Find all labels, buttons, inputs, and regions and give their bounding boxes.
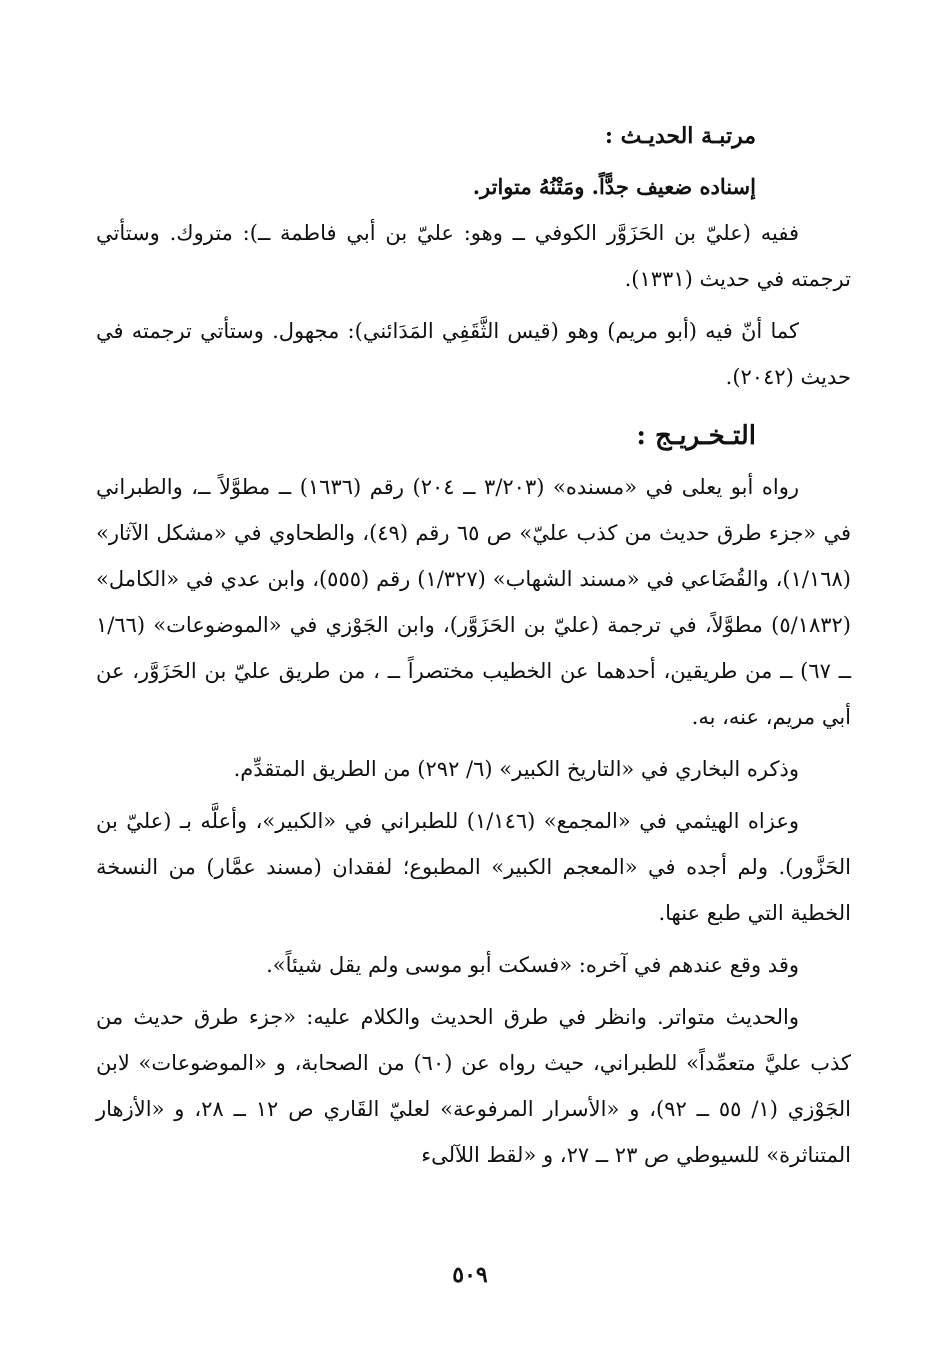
paragraph-mutawatir: والحديث متواتر. وانظر في طرق الحديث والكلام عليه: «جزء طرق حديث من كذب عليَّ متعمِّداً» للطبراني، حيث رواه عن (٦٠) من الصحابة، و «الموضوعات» لابن الجَوْزي (١/ ٥٥ ــ ٩٢)، و «الأسرار المرفوعة» لعليّ القَاري ص ١٢ ــ ٢٨، و «الأزهار المتناثرة» للسيوطي ص ٢٣ ــ ٢٧، و «لقط اللآلىء bbox=[96, 1005, 852, 1167]
heading-takhrij: التـخـريـج : bbox=[636, 421, 756, 451]
page-number: ٥٠٩ bbox=[452, 1262, 488, 1288]
page-body bbox=[96, 108, 851, 1184]
heading-hadith-rank: مرتبـة الحديـث : bbox=[604, 123, 756, 149]
rank-statement: إسناده ضعيف جدًّاً. ومَتْنُهُ متواتر. bbox=[472, 174, 756, 199]
paragraph-narrator-matruk: ففيه (عليّ بن الحَزَوَّر الكوفي ــ وهو: عليّ بن أبي فاطمة ــ): متروك. وستأتي ترجمته في حديث (١٣٣١). bbox=[96, 221, 851, 291]
paragraph-ending-note: وقد وقع عندهم في آخره: «فسكت أبو موسى ولم يقل شيئاً». bbox=[266, 953, 799, 977]
paragraph-sources: رواه أبو يعلى في «مسنده» (٣/٢٠٣ ــ ٢٠٤) رقم (١٦٣٦) ــ مطوَّلاً ــ، والطبراني في «جزء طرق حديث من كذب عليّ» ص ٦٥ رقم (٤٩)، والطحاوي في «مشكل الآثار» (١/١٦٨)، والقُضَاعي في «مسند الشهاب» (١/٣٢٧) رقم (٥٥٥)، وابن عدي في «الكامل» (٥/١٨٣٢) مطوَّلاً، في ترجمة (عليّ بن الحَزَوَّر)، وابن الجَوْزي في «الموضوعات» (١/٦٦ ــ ٦٧) ــ من طريقين، أحدهما عن الخطيب مختصراً ــ ، من طريق عليّ بن الحَزَوَّر، عن أبي مريم، عنه، به. bbox=[96, 475, 852, 729]
paragraph-narrator-majhul: كما أنّ فيه (أبو مريم) وهو (قيس الثَّقَفِي المَدَائني): مجهول. وستأتي ترجمته في حديث (٢٠٤٢). bbox=[96, 319, 851, 389]
paragraph-bukhari: وذكره البخاري في «التاريخ الكبير» (٦/ ٢٩٢) من الطريق المتقدِّم. bbox=[233, 757, 799, 781]
paragraph-haythami: وعزاه الهيثمي في «المجمع» (١/١٤٦) للطبراني في «الكبير»، وأعلَّه بـ (عليّ بن الحَزَّور). ولم أجده في «المعجم الكبير» المطبوع؛ لفقدان (مسند عمَّار) من النسخة الخطية التي طبع عنها. bbox=[96, 809, 851, 925]
